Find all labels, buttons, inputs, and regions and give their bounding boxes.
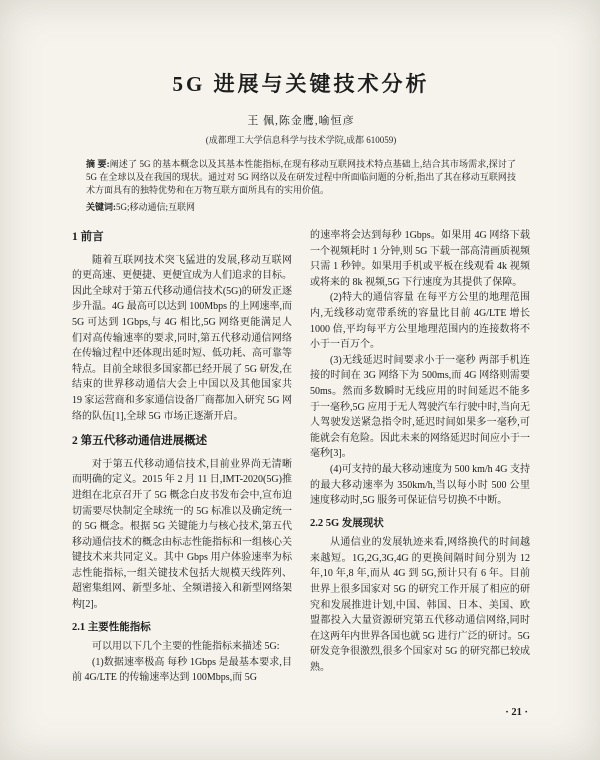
paragraph: 从通信业的发展轨迹来看,网络换代的时间越来越短。1G,2G,3G,4G 的更换间隔时间分别为 12 年,10 年,8 年,而从 4G 到 5G,预计只有 6 年。目前世界上很多国家对 5G 的研究工作开展了相应的研究和发展推进计划,中国、韩国、日本、美国、欧盟都投入大量资源研究第五代移动通信网络,同时在这两年内世界各国也就 5G 进行广泛的研讨。5G 研发竞争很激烈,很多个国家对 5G 的研究都已较成熟。 bbox=[310, 537, 530, 674]
page-number: · 21 · bbox=[505, 707, 528, 718]
keywords-label: 关键词: bbox=[86, 202, 116, 212]
paragraph: (3)无线延迟时间要求小于一毫秒 两部手机连接的时间在 3G 网络下为 500ms,而 4G 网络则需要 50ms。然而多数瞬时无线应用的时间延迟不能多于一毫秒,5G 应用于无人驾驶汽车行驶中时,当向无人驾驶发送紧急指令时,延迟时间如果多一毫秒,可能就会有危险。因此未来的网络延迟时间应小于一毫秒[3]。 bbox=[310, 354, 530, 460]
paragraph: (4)可支持的最大移动速度为 500 km/h 4G 支持的最大移动速率为 350km/h,当以每小时 500 公里速度移动时,5G 服务可保证信号切换不中断。 bbox=[310, 463, 530, 507]
keywords-text: 5G;移动通信;互联网 bbox=[116, 202, 196, 212]
section-2-heading: 2 第五代移动通信进展概述 bbox=[72, 435, 208, 448]
abstract-block bbox=[72, 158, 530, 197]
paragraph: 对于第五代移动通信技术,目前业界尚无清晰而明确的定义。2015 年 2 月 11 日,IMT-2020(5G)推进组在北京召开了 5G 概念白皮书发布会中,宣布迫切需要尽快制定全球统一的 5G 标准以及确定统一的 5G 概念。根据 5G 关键能力与核心技术,第五代移动通信技术的概念由标志性能指标和一组核心关键技术来共同定义。其中 Gbps 用户体验速率为标志性能指标,一组关键技术包括大规模天线阵列、超密集组网、新型多址、全频谱接入和新型网络架构[2]。 bbox=[72, 458, 292, 611]
paragraph: (1)数据速率极高 每秒 1Gbps 是最基本要求,目前 4G/LTE 的传输速率达到 100Mbps,而 5G bbox=[72, 656, 292, 684]
section-2-2-heading: 2.2 5G 发展现状 bbox=[310, 517, 384, 529]
paper-content bbox=[72, 68, 530, 686]
paragraph: 可以用以下几个主要的性能指标来描述 5G: bbox=[92, 641, 280, 653]
section-1-heading: 1 前言 bbox=[72, 231, 104, 243]
affiliation-line: (成都理工大学信息科学与技术学院,成都 610059) bbox=[205, 135, 397, 145]
abstract-text: 阐述了 5G 的基本概念以及其基本性能指标,在现有移动互联网技术特点基础上,结合其市场需求,探讨了 5G 在全球以及在我国的现状。通过对 5G 网络以及在研发过程中所面临问题的分析,指出了其在移动互联网技术方面具有的独特优势和在万物互联方面所具有的实用价值。 bbox=[86, 159, 516, 195]
paragraph: 随着互联网技术突飞猛进的发展,移动互联网的更高速、更便捷、更便宜成为人们追求的目标。因此全球对于第五代移动通信技术(5G)的研发正逐步升温。4G 最高可以达到 100Mbps 的上网速率,而 5G 可达到 1Gbps,与 4G 相比,5G 网络更能满足人们对高传输速率的要求,同时,第五代移动通信网络在传输过程中还体现出延时短、低功耗、高可靠等特点。目前全球很多国家都已经开展了 5G 研发,在结束的世界移动通信大会上中国以及其他国家共 19 家运营商和多家通信设备厂商都加入研究 5G 网络的队伍[1],全球 5G 市场正逐渐开启。 bbox=[72, 254, 293, 422]
paragraph: 的速率将会达到每秒 1Gbps。如果用 4G 网络下载一个视频耗时 1 分钟,则 5G 下载一部高清画质视频只需 1 秒钟。如果用手机或平板在线观看 4k 视频或将来的 8k 视频,5G 下行速度为其提供了保障。 bbox=[310, 230, 530, 288]
authors-line: 王 佩,陈金鹰,喻恒彦 bbox=[247, 115, 355, 127]
right-column bbox=[310, 228, 530, 686]
paragraph: (2)特大的通信容量 在每平方公里的地理范围内,无线移动宽带系统的容量比目前 4G/LTE 增长 1000 倍,平均每平方公里地理范围内的连接数将不小于一百万个。 bbox=[310, 292, 530, 351]
keywords-block bbox=[72, 201, 530, 214]
two-column-body bbox=[72, 228, 530, 686]
left-column bbox=[72, 228, 292, 686]
section-2-1-heading: 2.1 主要性能指标 bbox=[72, 621, 151, 633]
abstract-label: 摘 要: bbox=[86, 159, 110, 169]
paper-title: 5G 进展与关键技术分析 bbox=[172, 72, 430, 96]
